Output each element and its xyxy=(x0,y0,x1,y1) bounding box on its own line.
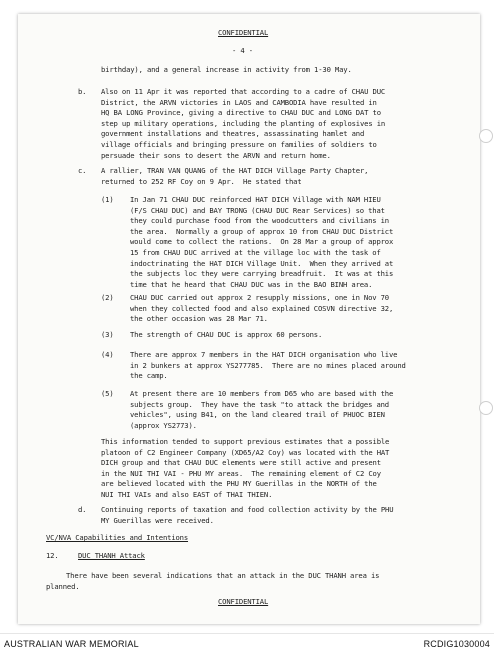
sub-item-line: the other occasion was 28 Mar 71. xyxy=(130,314,268,324)
para-b-line: government installations and theatres, assassinating hamlet and xyxy=(101,129,365,139)
para-c-marker: c. xyxy=(78,166,87,175)
para-b-line: persuade their sons to desert the ARVN and return home. xyxy=(101,150,331,160)
para-b-line: HQ BA LONG Province, giving a directive to CHAU DUC and LONG DAT to xyxy=(101,108,381,118)
sub-item-line: they could purchase food from the woodcutters and civilians in xyxy=(130,216,389,226)
para-b-marker: b. xyxy=(78,87,87,96)
sub-item-line: (approx YS2773). xyxy=(130,420,197,430)
item-12-title: DUC THANH Attack xyxy=(78,551,145,560)
sub-item-line: the camp. xyxy=(130,371,168,381)
summary-line: NUI THI VAIs and also EAST of THAI THIEN. xyxy=(101,490,273,499)
sub-item-number: (4) xyxy=(101,350,114,359)
item-12-line: planned. xyxy=(46,581,80,591)
sub-item-line: vehicles", using B41, on the land cleared trail of PHUOC BIEN xyxy=(130,410,385,420)
sub-item-line: when they collected food and also explained COSVN directive 32, xyxy=(130,303,394,313)
para-b-line: step up military operations, including the planting of explosives in xyxy=(101,118,386,128)
archive-footer xyxy=(0,633,494,654)
punch-hole xyxy=(479,129,493,143)
summary-line: DICH group and that CHAU DUC elements were still active and present xyxy=(101,458,381,468)
sub-item-number: (1) xyxy=(101,195,114,204)
para-d-line: Continuing reports of taxation and food collection activity by the PHU xyxy=(101,505,394,514)
para-c-line: A rallier, TRAN VAN QUANG of the HAT DICH Village Party Chapter, xyxy=(101,166,369,175)
sub-item-line: 15 from CHAU DUC arrived at the village loc with the task of xyxy=(130,248,381,257)
page-number: - 4 - xyxy=(232,46,253,55)
para-c-line: returned to 252 RF Coy on 9 Apr. He stated that xyxy=(101,176,302,186)
sub-item-line: The strength of CHAU DUC is approx 60 persons. xyxy=(130,330,323,339)
archive-record-id: RCDIG1030004 xyxy=(423,639,490,649)
punch-hole xyxy=(479,401,493,415)
header-classification: CONFIDENTIAL xyxy=(218,28,269,37)
sub-item-line: indoctrinating the HAT DICH Village Unit. When they arrived at xyxy=(130,258,394,268)
summary-line: This information tended to support previous estimates that a possible xyxy=(101,437,390,446)
para-b-line: Also on 11 Apr it was reported that according to a cadre of CHAU DUC xyxy=(101,87,386,96)
footer-classification: CONFIDENTIAL xyxy=(218,597,269,606)
para-d-line: MY Guerillas were received. xyxy=(101,515,214,525)
sub-item-line: (F/S CHAU DUC) and BAY TRONG (CHAU DUC Rear Services) so that xyxy=(130,205,385,215)
sub-item-line: subjects group. They have the task "to attack the bridges and xyxy=(130,399,389,409)
sub-item-line: In Jan 71 CHAU DUC reinforced HAT DICH Village with NAM HIEU xyxy=(130,195,381,204)
para-d-marker: d. xyxy=(78,505,87,514)
item-12-line: There have been several indications that an attack in the DUC THANH area is xyxy=(66,571,380,580)
sub-item-line: in 2 bunkers at approx YS277785. There are no mines placed around xyxy=(130,360,406,370)
sub-item-line: the subjects loc they were carrying breadfruit. It was at this xyxy=(130,269,394,279)
intro-line: birthday), and a general increase in activity from 1-30 May. xyxy=(101,65,352,74)
para-b-line: village officials and bringing pressure on families of soldiers to xyxy=(101,140,377,149)
para-b-line: District, the ARVN victories in LAOS and CAMBODIA have resulted in xyxy=(101,97,377,107)
sub-item-line: CHAU DUC carried out approx 2 resupply missions, one in Nov 70 xyxy=(130,293,389,302)
sub-item-line: time that he heard that CHAU DUC was in the BAO BINH area. xyxy=(130,279,373,289)
sub-item-number: (5) xyxy=(101,389,114,398)
archive-source-label: AUSTRALIAN WAR MEMORIAL xyxy=(4,639,139,649)
sub-item-line: would come to collect the rations. On 28 Mar a group of approx xyxy=(130,237,394,247)
summary-line: platoon of C2 Engineer Company (XD65/A2 Coy) was located with the HAT xyxy=(101,447,390,457)
sub-item-line: At present there are 10 members from D65 who are based with the xyxy=(130,389,394,398)
sub-item-line: the area. Normally a group of approx 10 from CHAU DUC District xyxy=(130,226,394,236)
sub-item-number: (3) xyxy=(101,330,114,339)
sub-item-line: There are approx 7 members in the HAT DICH organisation who live xyxy=(130,350,398,359)
item-12-number: 12. xyxy=(46,551,59,560)
section-heading: VC/NVA Capabilities and Intentions xyxy=(46,533,189,542)
summary-line: are believed located with the PHU MY Guerillas in the NORTH of the xyxy=(101,479,377,489)
sub-item-number: (2) xyxy=(101,293,114,302)
summary-line: in the NUI THI VAI - PHU MY areas. The remaining element of C2 Coy xyxy=(101,468,381,478)
